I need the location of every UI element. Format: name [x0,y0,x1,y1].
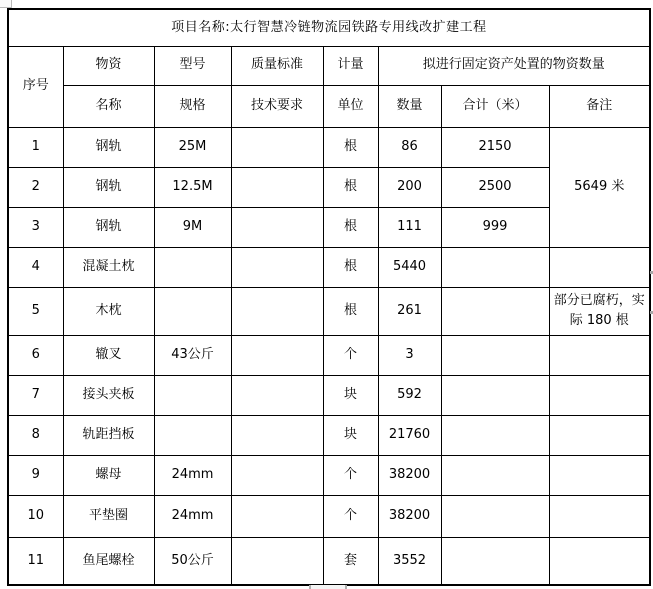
cell-unit: 个 [323,455,378,495]
header-seq: 序号 [8,46,63,127]
cell-name: 钢轨 [63,127,154,167]
cell-remark [549,247,650,287]
cell-tech [231,495,323,537]
header-quantity: 数量 [378,85,441,127]
cell-remark [549,415,650,455]
cell-unit: 块 [323,375,378,415]
cell-seq: 9 [8,455,63,495]
cell-qty: 3 [378,335,441,375]
materials-table [7,8,651,586]
cell-name: 钢轨 [63,167,154,207]
cell-spec: 43公斤 [154,335,231,375]
cell-tech [231,415,323,455]
cell-remark [549,455,650,495]
cell-total: 2500 [441,167,549,207]
cell-spec [154,375,231,415]
cell-seq: 2 [8,167,63,207]
cell-tech [231,207,323,247]
table-row [8,455,650,495]
cell-seq: 3 [8,207,63,247]
cell-qty: 38200 [378,455,441,495]
cell-spec [154,247,231,287]
cell-name: 轨距挡板 [63,415,154,455]
project-title: 项目名称:太行智慧冷链物流园铁路专用线改扩建工程 [8,9,650,46]
cell-tech [231,375,323,415]
corner-cell-artifact [0,0,12,8]
header-total-meters: 合计（米） [441,85,549,127]
cell-spec: 25M [154,127,231,167]
cell-unit: 套 [323,537,378,585]
cell-unit: 根 [323,167,378,207]
cell-qty: 200 [378,167,441,207]
cell-tech [231,287,323,335]
cell-unit: 根 [323,127,378,167]
cell-total [441,537,549,585]
cell-tech [231,247,323,287]
cell-qty: 261 [378,287,441,335]
cell-qty: 111 [378,207,441,247]
cell-name: 木枕 [63,287,154,335]
cell-qty: 21760 [378,415,441,455]
table-row [8,375,650,415]
horizontal-scrollbar-thumb[interactable] [309,585,347,589]
cell-seq: 7 [8,375,63,415]
cell-unit: 根 [323,207,378,247]
cell-remark: 部分已腐朽，实际 180 根 [549,287,650,335]
cell-remark [549,495,650,537]
cell-spec: 9M [154,207,231,247]
table-row [8,415,650,455]
cell-remark [549,537,650,585]
cell-seq: 11 [8,537,63,585]
cell-seq: 1 [8,127,63,167]
cell-qty: 592 [378,375,441,415]
cell-tech [231,335,323,375]
cell-name: 鱼尾螺栓 [63,537,154,585]
cell-name: 螺母 [63,455,154,495]
cell-tech [231,537,323,585]
header-quality-standard: 质量标准 [231,46,323,85]
cell-total [441,455,549,495]
header-material: 物资 [63,46,154,85]
cell-spec: 50公斤 [154,537,231,585]
header-unit: 单位 [323,85,378,127]
cell-total [441,495,549,537]
cell-name: 辙叉 [63,335,154,375]
cell-spec: 12.5M [154,167,231,207]
cell-remark-merged: 5649 米 [549,127,650,247]
table-row [8,247,650,287]
cell-qty: 3552 [378,537,441,585]
header-name: 名称 [63,85,154,127]
cell-seq: 6 [8,335,63,375]
header-disposal-group: 拟进行固定资产处置的物资数量 [378,46,650,85]
cell-spec: 24mm [154,455,231,495]
cell-total [441,247,549,287]
cell-unit: 块 [323,415,378,455]
cell-tech [231,455,323,495]
cell-unit: 个 [323,335,378,375]
cell-seq: 8 [8,415,63,455]
cell-spec: 24mm [154,495,231,537]
cell-remark [549,375,650,415]
cell-tech [231,127,323,167]
cell-seq: 5 [8,287,63,335]
table-row [8,495,650,537]
cell-unit: 个 [323,495,378,537]
cell-qty: 5440 [378,247,441,287]
cell-total [441,287,549,335]
table-row [8,537,650,585]
header-tech-requirement: 技术要求 [231,85,323,127]
cell-name: 接头夹板 [63,375,154,415]
cell-remark [549,335,650,375]
cell-total [441,375,549,415]
cell-total [441,335,549,375]
cell-name: 混凝土枕 [63,247,154,287]
cell-spec [154,415,231,455]
cell-name: 钢轨 [63,207,154,247]
header-model: 型号 [154,46,231,85]
cell-qty: 38200 [378,495,441,537]
table-row [8,335,650,375]
cell-qty: 86 [378,127,441,167]
cell-total: 999 [441,207,549,247]
cell-spec [154,287,231,335]
table-row [8,287,650,335]
cell-name: 平垫圈 [63,495,154,537]
cell-unit: 根 [323,247,378,287]
cell-total: 2150 [441,127,549,167]
header-measure: 计量 [323,46,378,85]
cell-seq: 10 [8,495,63,537]
cell-seq: 4 [8,247,63,287]
cell-tech [231,167,323,207]
header-remark: 备注 [549,85,650,127]
table-row [8,127,650,167]
cell-total [441,415,549,455]
cell-unit: 根 [323,287,378,335]
header-spec: 规格 [154,85,231,127]
